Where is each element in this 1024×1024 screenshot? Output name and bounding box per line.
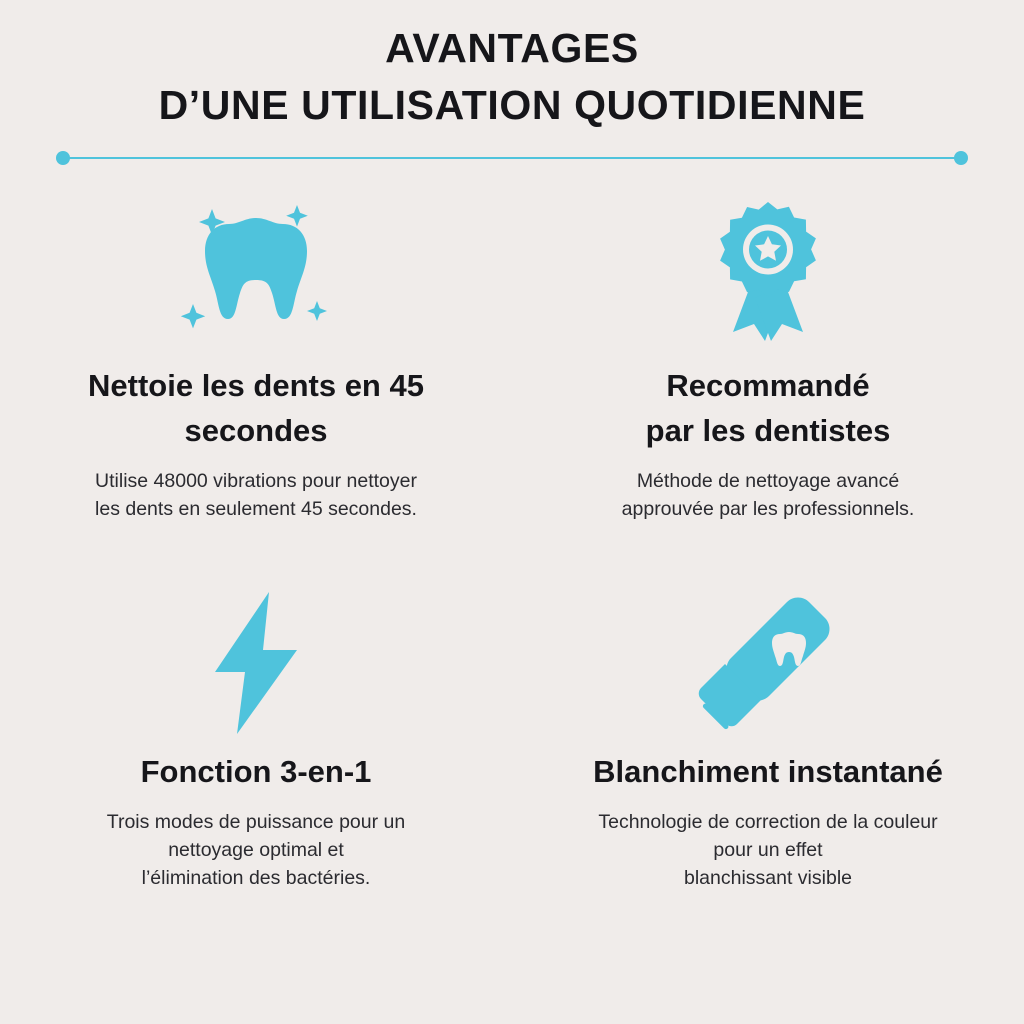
feature-description xyxy=(534,809,1002,892)
feature-title xyxy=(22,364,490,454)
page-title xyxy=(0,20,1024,133)
feature-description xyxy=(22,468,490,523)
feature-title-line2: secondes xyxy=(184,412,328,448)
feature-desc-line2: approuvée par les professionnels. xyxy=(621,497,915,520)
divider-line xyxy=(63,157,961,159)
feature-description xyxy=(22,809,490,892)
award-ribbon-icon xyxy=(534,190,1002,360)
divider-dot-right-icon xyxy=(954,151,968,165)
page-title-line1: AVANTAGES xyxy=(385,25,639,71)
toothpaste-tube-icon xyxy=(534,575,1002,750)
feature-card-award xyxy=(512,190,1024,523)
feature-card-toothpaste xyxy=(512,575,1024,892)
header xyxy=(0,0,1024,165)
feature-title xyxy=(22,750,490,795)
feature-desc-line3: blanchissant visible xyxy=(683,866,852,889)
feature-title xyxy=(534,750,1002,795)
feature-title-line1: Nettoie les dents en 45 xyxy=(88,368,424,403)
sparkling-tooth-icon xyxy=(22,190,490,360)
feature-desc-line1: Méthode de nettoyage avancé xyxy=(636,469,900,492)
feature-desc-line3: l’élimination des bactéries. xyxy=(141,866,371,889)
feature-desc-line2: les dents en seulement 45 secondes. xyxy=(95,497,417,520)
feature-desc-line1: Technologie de correction de la couleur xyxy=(598,811,938,834)
feature-description xyxy=(534,468,1002,523)
feature-title-line2: par les dentistes xyxy=(645,412,891,448)
feature-title xyxy=(534,364,1002,454)
feature-desc-line1: Trois modes de puissance pour un xyxy=(106,811,406,834)
feature-card-bolt xyxy=(0,575,512,892)
lightning-bolt-icon xyxy=(22,575,490,750)
feature-desc-line2: nettoyage optimal et xyxy=(168,838,344,861)
feature-grid xyxy=(0,190,1024,892)
divider xyxy=(56,151,968,165)
page-title-line2: D’UNE UTILISATION QUOTIDIENNE xyxy=(158,81,866,128)
feature-title-line1: Blanchiment instantané xyxy=(593,754,943,790)
feature-desc-line2: pour un effet xyxy=(713,838,823,861)
feature-card-tooth xyxy=(0,190,512,523)
feature-title-line1: Recommandé xyxy=(666,368,870,403)
feature-title-line1: Fonction 3-en-1 xyxy=(140,754,372,790)
feature-desc-line1: Utilise 48000 vibrations pour nettoyer xyxy=(95,469,417,492)
